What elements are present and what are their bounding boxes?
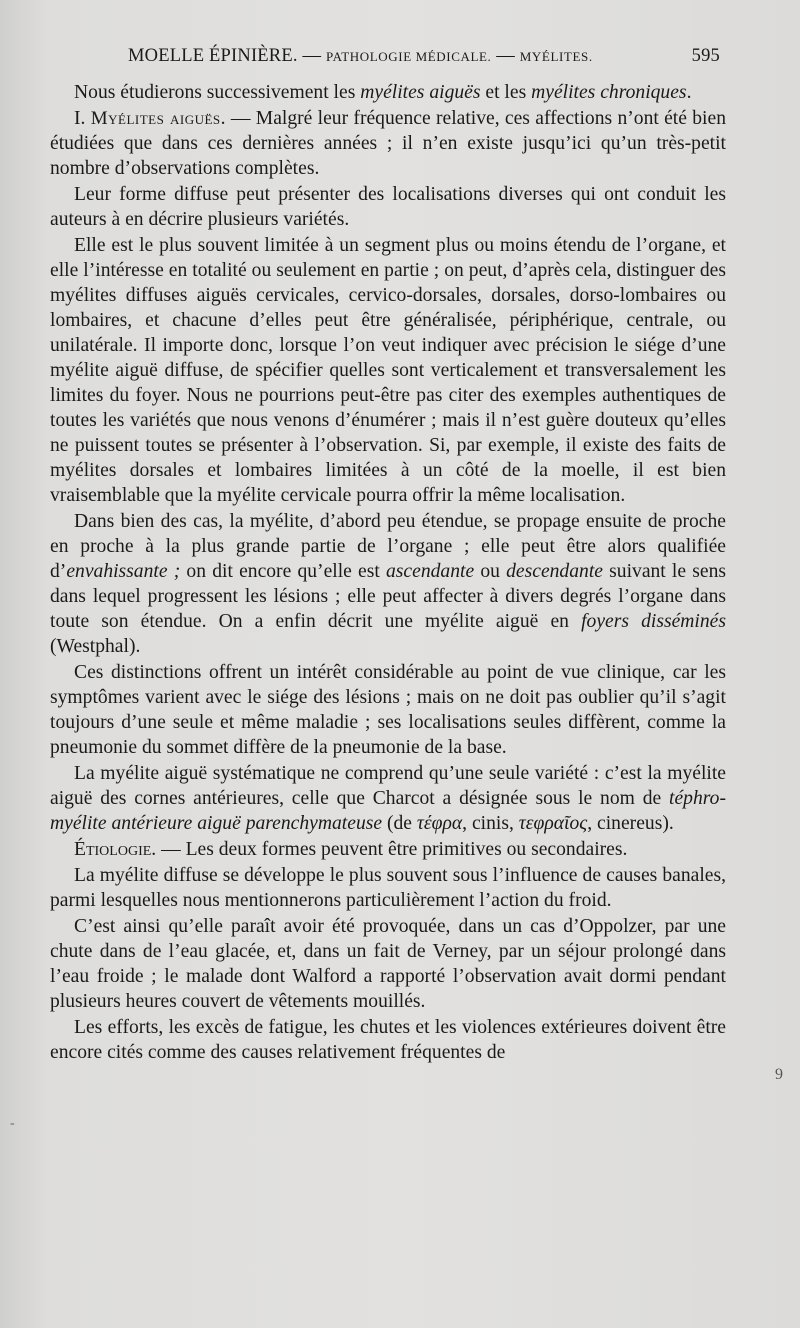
italic-run: envahissante ; — [66, 561, 181, 582]
text-run: . — Les deux formes peuvent être primitives ou secondaires. — [151, 839, 628, 860]
italic-run: ascendante — [386, 561, 475, 582]
text-run: Nous étudierons successivement les — [74, 82, 361, 103]
paragraph: Leur forme diffuse peut présenter des localisations diverses qui ont conduit les auteurs à en décrire plusieurs variétés. — [50, 184, 726, 230]
text-run: Dans bien des cas, la myélite, d’abord peu étendue, se propage ensuite de proche en proche à la plus grande partie de l’organe ; elle peut être alors qualifiée d’ — [50, 511, 726, 582]
text-run: . — Malgré leur fréquence relative, ces affections n’ont été bien étudiées que dans ces dernières années ; il n’en existe jusqu’ici qu’un très-petit nombre d’observations complètes. — [50, 108, 726, 179]
text-run: . — [686, 82, 692, 103]
paragraph: La myélite diffuse se développe le plus souvent sous l’influence de causes banales, parmi lesquelles nous mentionnerons particulièrement l’action du froid. — [50, 865, 726, 911]
italic-run: descendante — [506, 561, 603, 582]
paragraph: Ces distinctions offrent un intérêt considérable au point de vue clinique, car les symptômes varient avec le siége des lésions ; mais on ne doit pas oublier qu’il s’agit toujours d’une seule et même maladie ; ses localisations seules diffèrent, comme la pneumonie du sommet diffère de la pneumonie de la base. — [50, 662, 726, 758]
section-heading: Myélites aiguës — [90, 108, 221, 129]
text-run: suivant le sens dans lequel progressent les lésions ; elle peut affecter à divers degrés l’organe dans toute son étendue. On a enfin décrit une myélite aiguë en — [50, 561, 726, 632]
margin-mark: - — [10, 1116, 15, 1131]
header-dash: — — [491, 46, 520, 66]
text-run: on dit encore qu’elle est — [180, 561, 386, 582]
greek-word: τέφρα — [416, 813, 463, 834]
paragraph — [50, 106, 726, 181]
section-heading: Étiologie — [74, 839, 152, 860]
italic-run: myélites chroniques — [531, 82, 687, 103]
paragraph — [50, 761, 726, 836]
italic-run: téphro-myélite antérieure aiguë parenchymateuse — [50, 788, 726, 834]
running-header — [128, 46, 720, 67]
text-run: , cinis, — [462, 813, 519, 834]
page-number: 595 — [691, 46, 720, 66]
header-dash: — — [297, 46, 327, 66]
header-middle: PATHOLOGIE MÉDICALE. — [326, 49, 492, 64]
text-run: (Westphal). — [50, 636, 141, 657]
paragraph: C’est ainsi qu’elle paraît avoir été provoquée, dans un cas d’Oppolzer, par une chute dans de l’eau glacée, et, dans un fait de Verney, par un séjour prolongé dans l’eau froide ; le malade dont Walford a rapporté l’observation avait dormi pendant plusieurs heures couvert de vêtements mouillés. — [50, 916, 726, 1012]
text-run: La myélite aiguë systématique ne comprend qu’une seule variété : c’est la myélite aiguë des cornes antérieures, celle que Charcot a désignée sous le nom de — [50, 763, 726, 809]
greek-word: τεφραῖος — [518, 813, 588, 834]
italic-run: myélites aiguës — [360, 82, 481, 103]
paragraph — [50, 509, 726, 659]
text-run: ou — [474, 561, 507, 582]
margin-mark: 9 — [775, 1066, 783, 1083]
italic-run: foyers disséminés — [581, 611, 726, 632]
header-right: MYÉLITES. — [519, 49, 593, 64]
paragraph: Elle est le plus souvent limitée à un segment plus ou moins étendu de l’organe, et elle l’intéresse en totalité ou seulement en partie ; on peut, d’après cela, distinguer des myélites diffuses aiguës cervicales, cervico-dorsales, dorsales, dorso-lombaires ou lombaires, et chacune d’elles peut être généralisée, périphérique, centrale, ou unilatérale. Il importe donc, lorsque l’on veut indiquer avec précision le siége d’une myélite aiguë diffuse, de spécifier quelles sont verticalement et transversalement les limites du foyer. Nous ne pourrions peut-être pas citer des exemples authentiques de toutes les variétés que nous venons d’énumérer ; mais il n’est guère douteux qu’elles ne puissent toutes se présenter à l’observation. Si, par exemple, il existe des faits de myélites dorsales et lombaires limitées à un côté de la moelle, il est bien vraisemblable que la myélite cervicale pourra offrir la même localisation. — [50, 235, 726, 506]
text-run: , cinereus). — [587, 813, 674, 834]
text-run: et les — [480, 82, 532, 103]
paragraph: Les efforts, les excès de fatigue, les chutes et les violences extérieures doivent être encore cités comme des causes relativement fréquentes de — [50, 1017, 726, 1063]
running-title — [128, 46, 593, 67]
paragraph — [50, 837, 726, 862]
text-run: (de — [382, 813, 417, 834]
body-text — [50, 80, 726, 1065]
header-left: MOELLE ÉPINIÈRE. — [128, 46, 298, 66]
paragraph — [50, 80, 726, 105]
section-number: I. — [74, 108, 91, 129]
